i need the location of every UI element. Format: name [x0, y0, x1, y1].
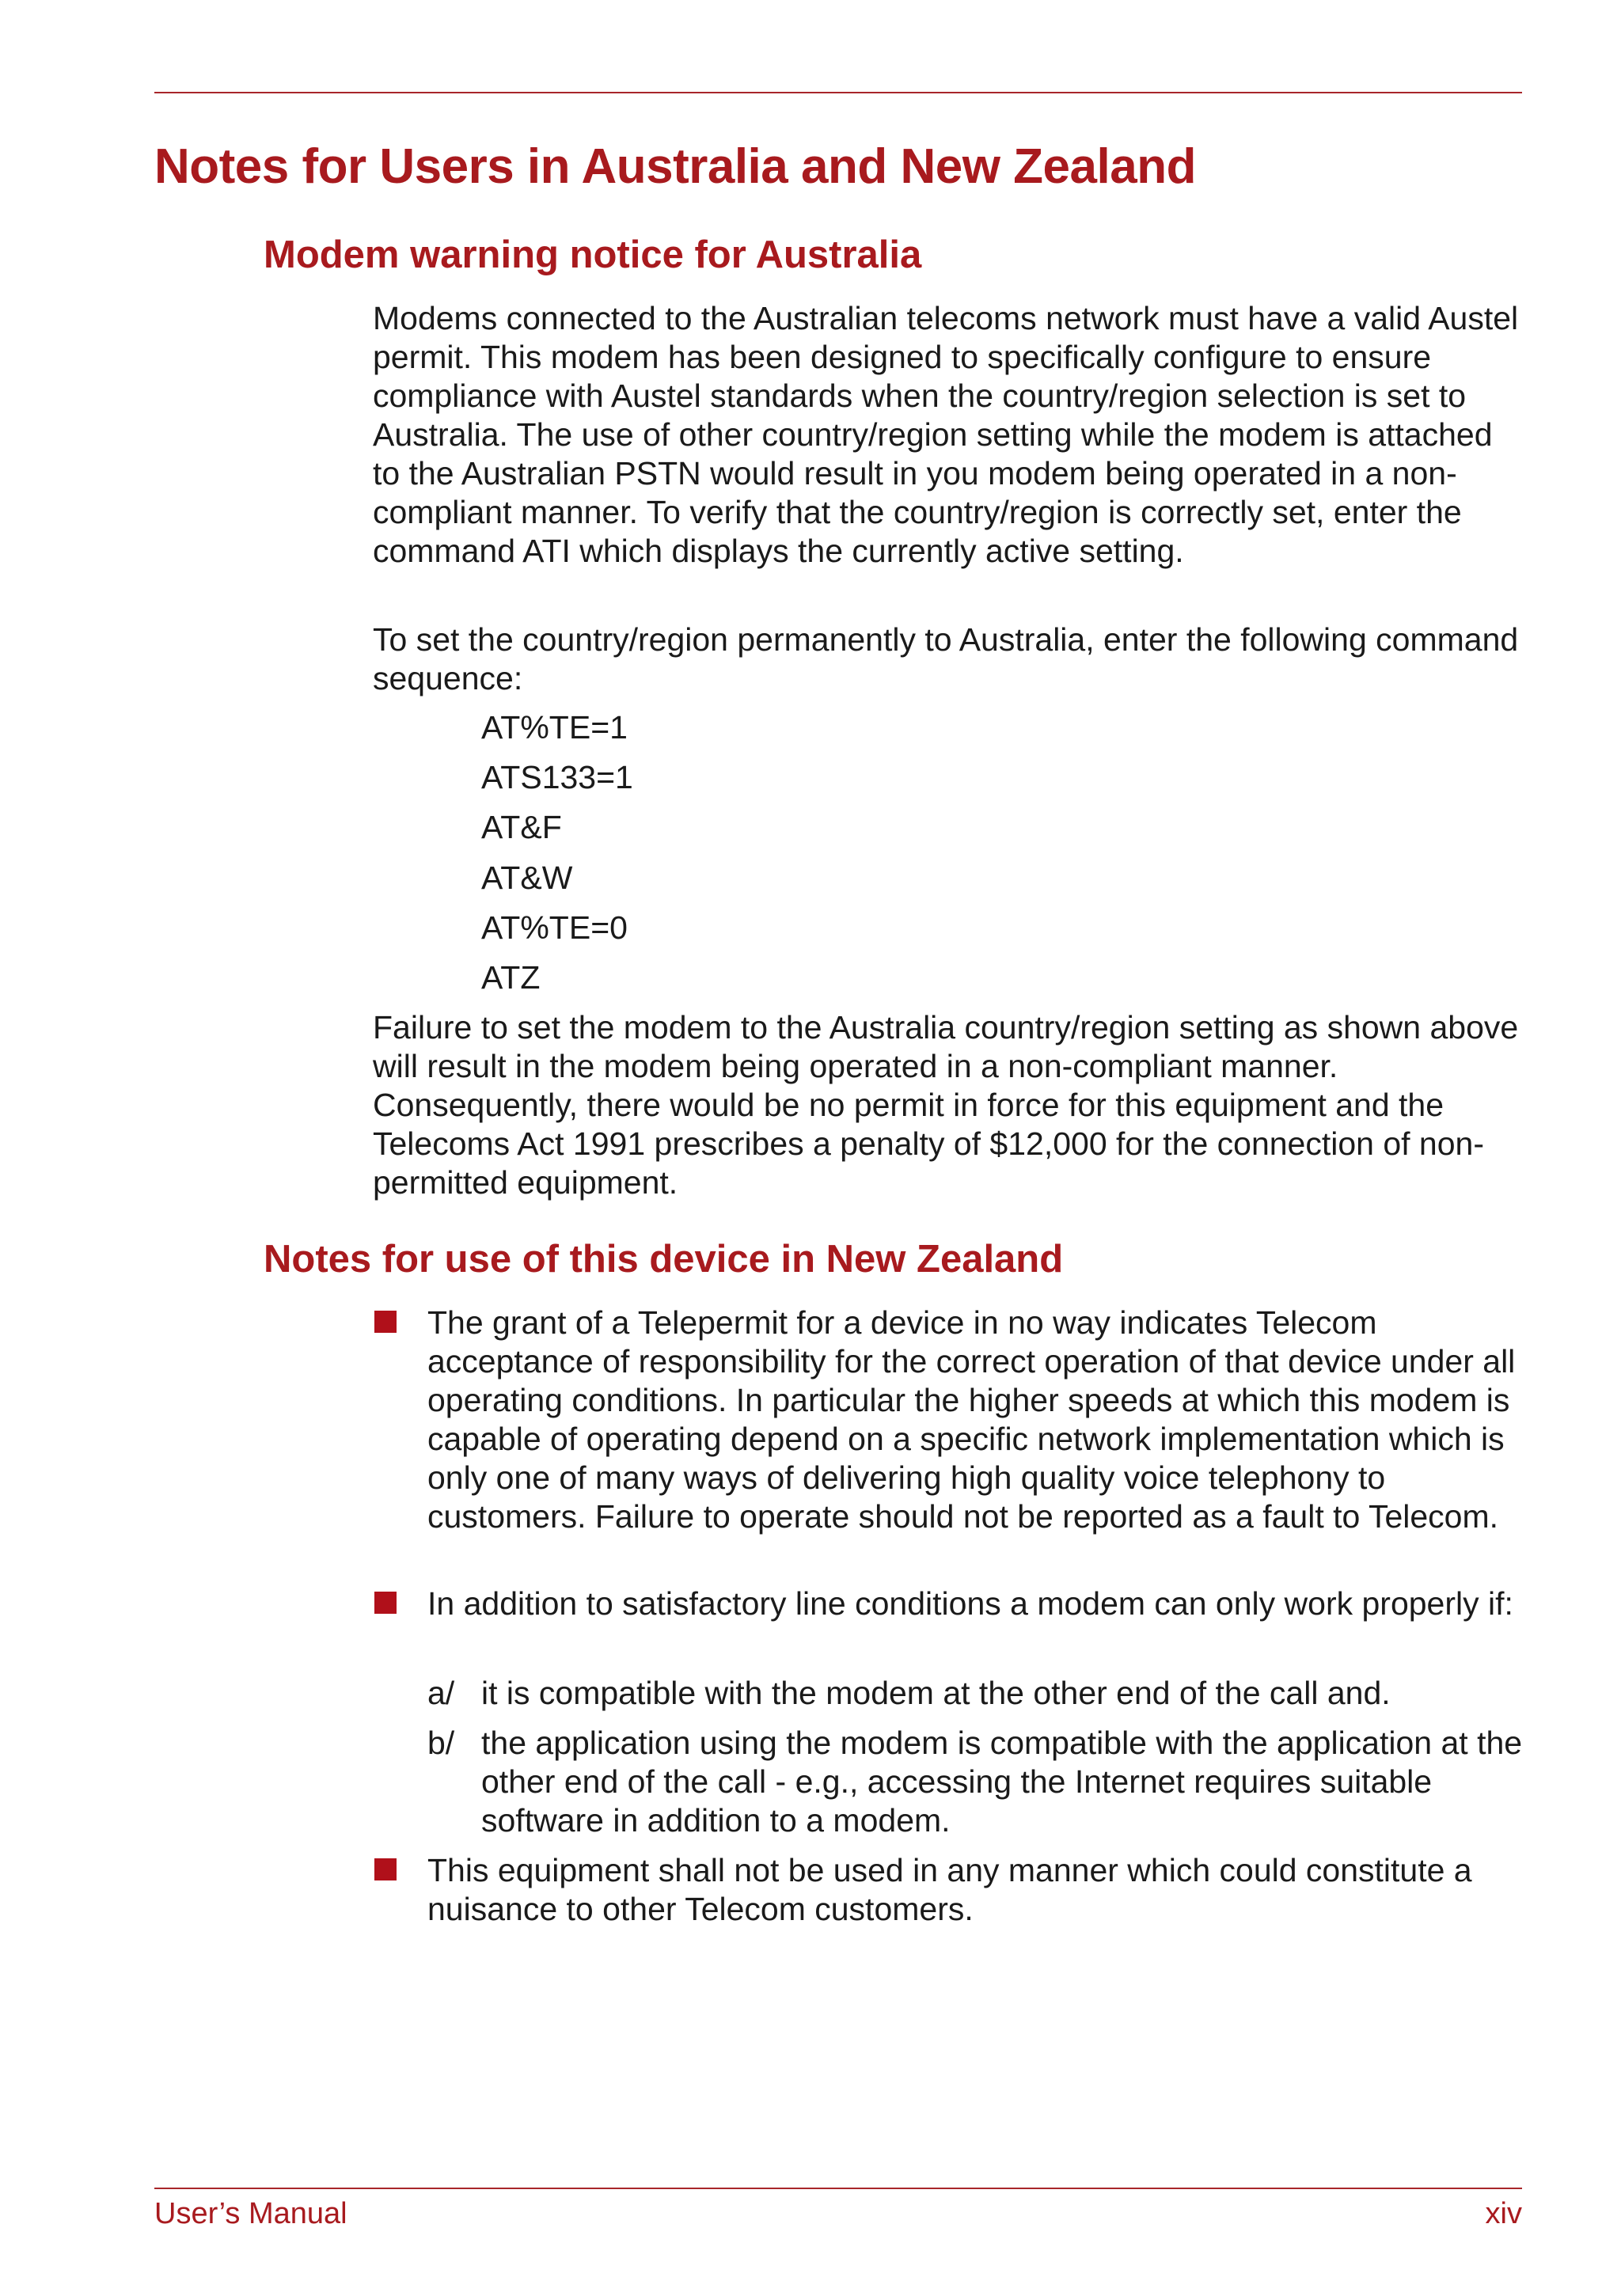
command-line: AT&W [481, 860, 573, 896]
command-line: AT%TE=0 [481, 909, 628, 946]
footer-page-number: xiv [1485, 2197, 1522, 2230]
bullet-item: This equipment shall not be used in any manner which could constitute a nuisance to other Telecom customers. [427, 1852, 1472, 1927]
page-title: Notes for Users in Australia and New Zealand [154, 139, 1196, 194]
command-line: ATZ [481, 959, 541, 996]
sub-item-label: a/ [427, 1675, 455, 1711]
command-line: ATS133=1 [481, 759, 633, 795]
square-bullet-icon [374, 1592, 397, 1614]
australia-paragraph-2: To set the country/region permanently to Australia, enter the following command sequence: [373, 621, 1519, 696]
command-line: AT%TE=1 [481, 709, 628, 746]
header-rule [154, 92, 1522, 93]
sub-item-text: the application using the modem is compatible with the application at the other end of the call - e.g., accessing the Internet requires suitable software in addition to a modem. [481, 1725, 1523, 1839]
sub-item-text: it is compatible with the modem at the other end of the call and. [481, 1675, 1391, 1711]
australia-paragraph-1: Modems connected to the Australian telecoms network must have a valid Austel permit. This modem has been designed to specifically configure to ensure compliance with Austel standards when the country/region selection is set to Australia. The use of other country/region setting while the modem is attached to the Australian PSTN would result in you modem being operated in a non-compliant manner. To verify that the country/region is correctly set, enter the command ATI which displays the currently active setting. [373, 300, 1519, 569]
section-heading-australia: Modem warning notice for Australia [264, 233, 922, 276]
bullet-item: The grant of a Telepermit for a device in no way indicates Telecom acceptance of responsibility for the correct operation of that device under all operating conditions. In particular the higher speeds at which this modem is capable of operating depend on a specific network implementation which is only one of many ways of delivering high quality voice telephony to customers. Failure to operate should not be reported as a fault to Telecom. [427, 1304, 1516, 1535]
square-bullet-icon [374, 1311, 397, 1333]
section-heading-new-zealand: Notes for use of this device in New Zealand [264, 1238, 1064, 1281]
square-bullet-icon [374, 1858, 397, 1880]
sub-item-label: b/ [427, 1725, 455, 1761]
footer-manual-title: User’s Manual [154, 2197, 347, 2230]
australia-paragraph-3: Failure to set the modem to the Australia country/region setting as shown above will result in the modem being operated in a non-compliant manner. Consequently, there would be no permit in force for this equipment and the Telecoms Act 1991 prescribes a penalty of $12,000 for the connection of non-permitted equipment. [373, 1009, 1519, 1201]
bullet-item: In addition to satisfactory line conditions a modem can only work properly if: [427, 1585, 1513, 1622]
footer-rule [154, 2188, 1522, 2189]
command-line: AT&F [481, 809, 562, 845]
